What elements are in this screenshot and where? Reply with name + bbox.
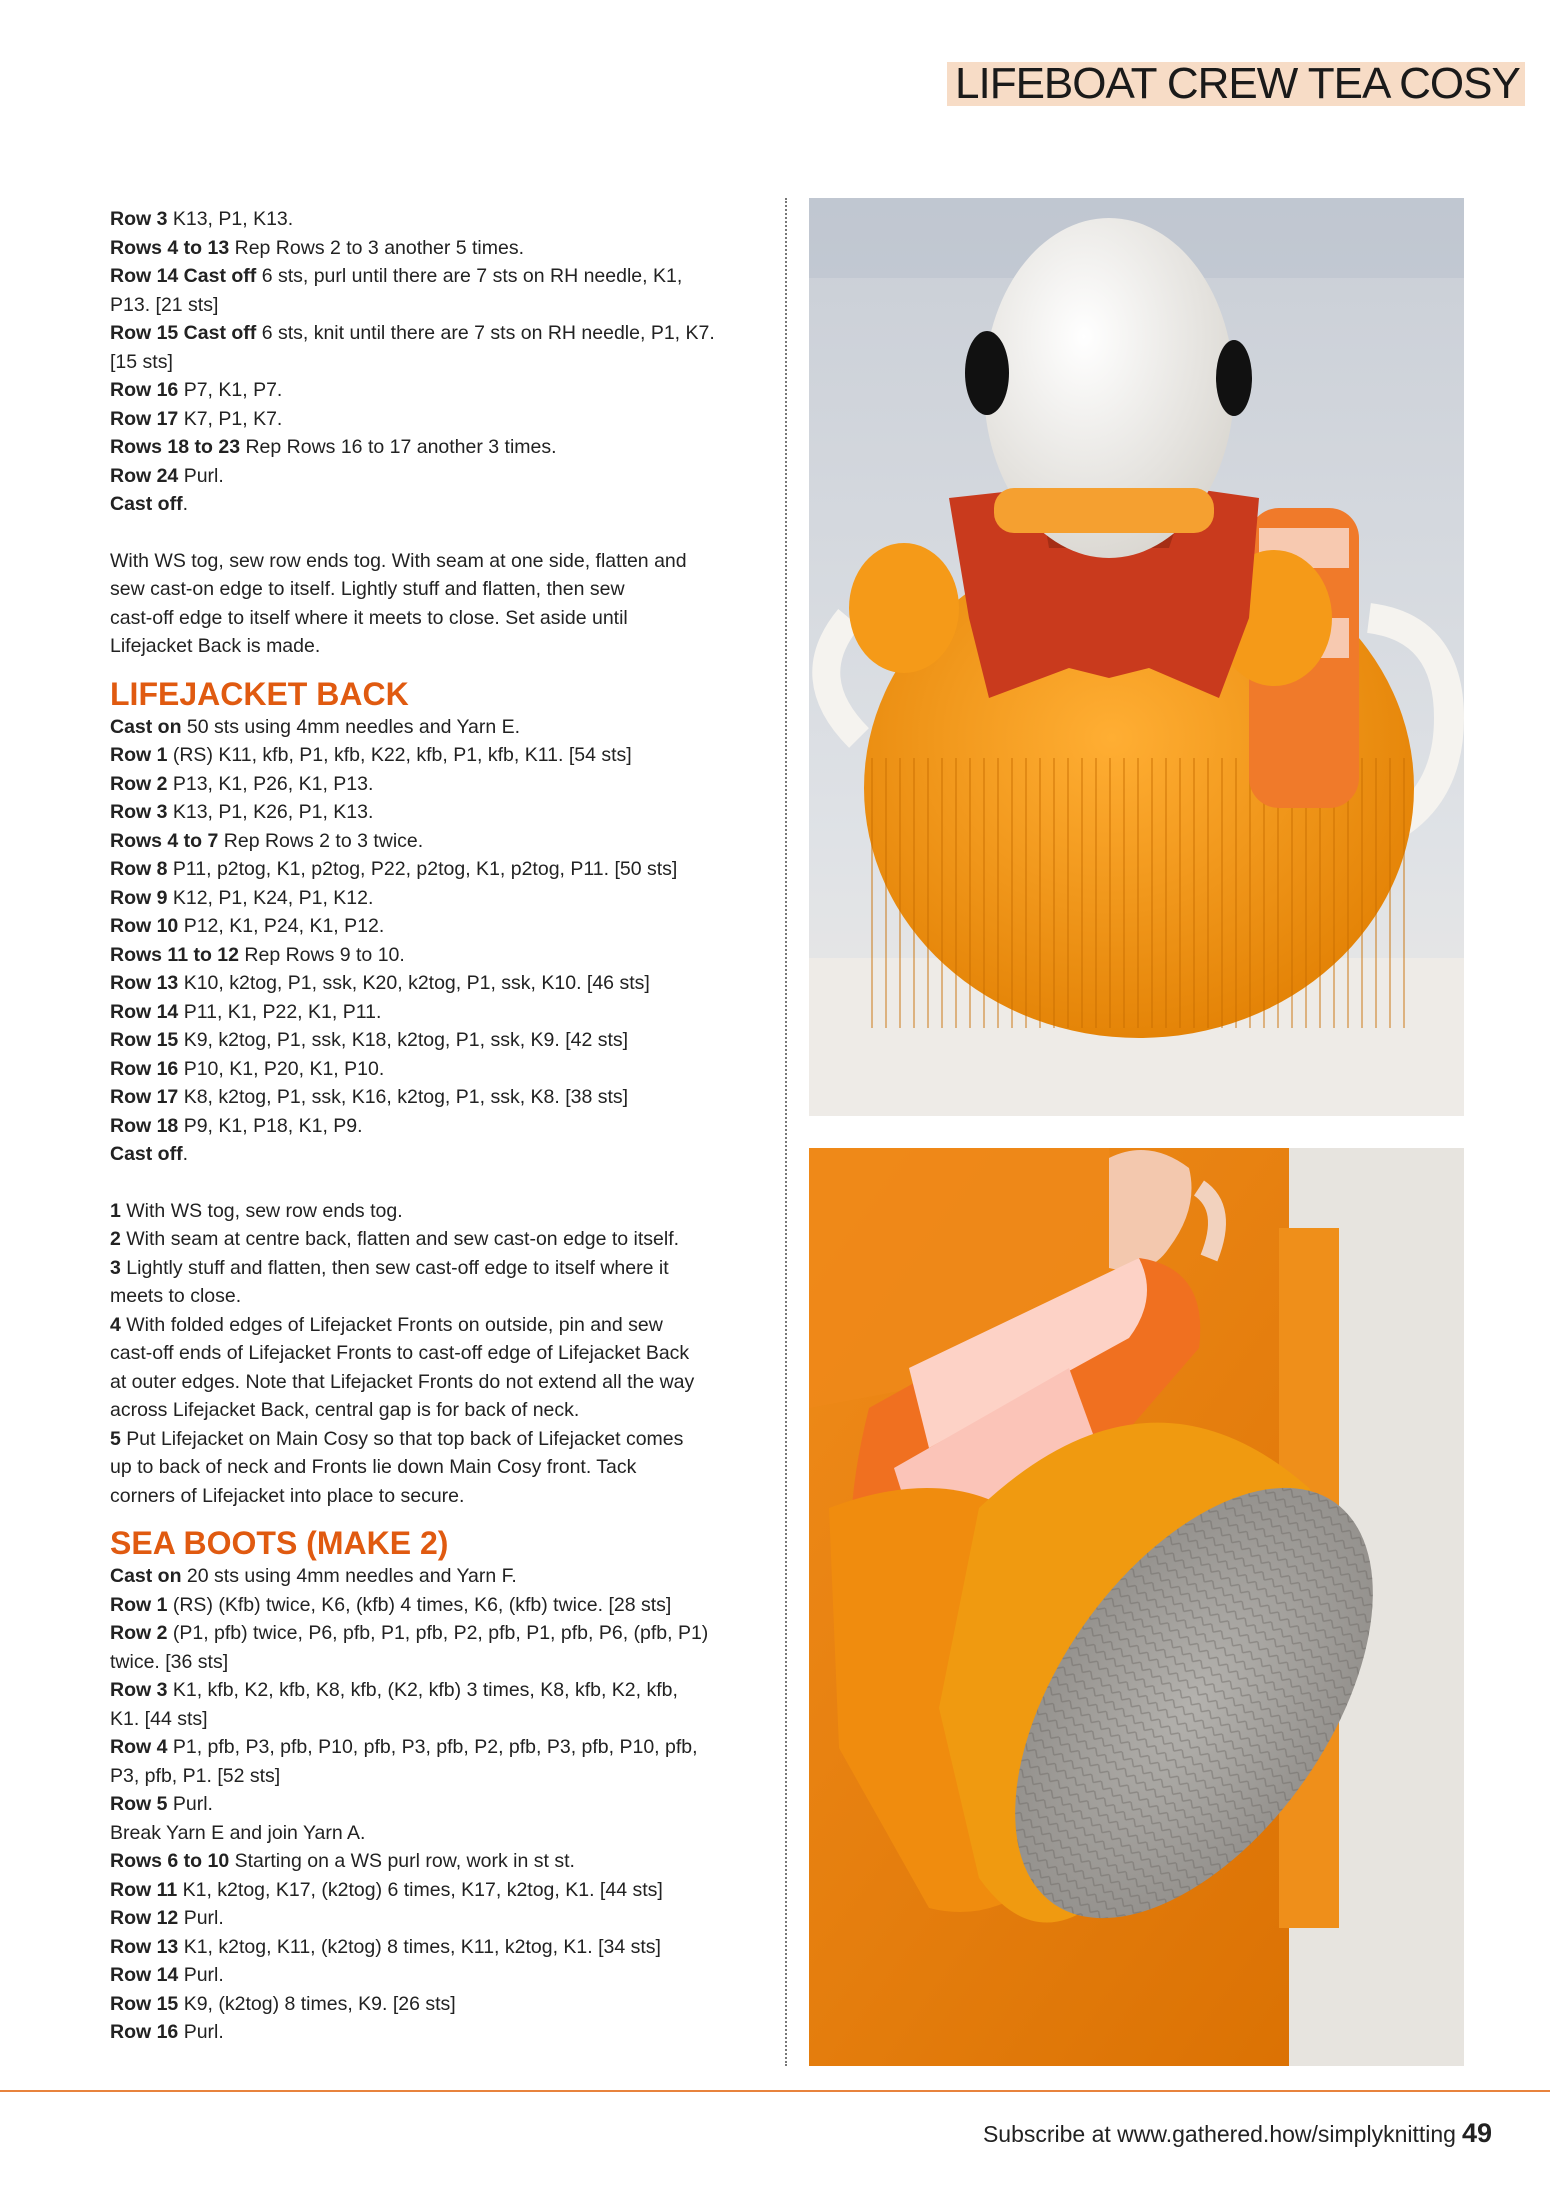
instruction-line	[110, 1562, 770, 1591]
instruction-label: Rows 18 to 23	[110, 436, 241, 458]
tea-cosy-back-photo	[809, 198, 1464, 1116]
instruction-label: Row 3	[110, 801, 168, 823]
instruction-text: P11, K1, P22, K1, P11.	[178, 1000, 382, 1023]
instruction-label: Row 2	[110, 772, 168, 795]
instruction-label: 2	[110, 1228, 121, 1250]
instruction-text: corners of Lifejacket into place to secure.	[110, 1484, 465, 1507]
instruction-text: With folded edges of Lifejacket Fronts on outside, pin and sew	[120, 1313, 663, 1336]
instruction-line	[110, 1790, 770, 1819]
instruction-line	[110, 1026, 770, 1055]
instruction-text: K1. [44 sts]	[110, 1707, 208, 1730]
instruction-line	[110, 1396, 770, 1425]
instruction-line	[110, 376, 770, 405]
instruction-text: P11, p2tog, K1, p2tog, P22, p2tog, K1, p2tog, P11. [50 sts]	[167, 858, 678, 880]
instruction-line	[110, 490, 770, 519]
instruction-text: across Lifejacket Back, central gap is for back of neck.	[110, 1399, 580, 1421]
instruction-text: .	[182, 493, 189, 515]
header-title-bar	[947, 59, 1525, 108]
instruction-line	[110, 1733, 770, 1762]
page-number: 49	[1461, 2118, 1492, 2148]
sea-boots-instructions	[110, 1562, 770, 2047]
instruction-text: (RS) K11, kfb, P1, kfb, K22, kfb, P1, kfb, K11. [54 sts]	[167, 744, 632, 766]
instruction-line	[110, 1112, 770, 1141]
instruction-line	[110, 1311, 770, 1340]
instruction-line	[110, 770, 770, 799]
instruction-label: Row 16	[110, 379, 179, 401]
instruction-label: Row 15	[110, 1029, 179, 1051]
sea-boots-heading: SEA BOOTS (MAKE 2)	[110, 1525, 449, 1561]
instruction-line	[110, 205, 770, 234]
instruction-text: 50 sts using 4mm needles and Yarn E.	[181, 715, 521, 738]
instruction-line	[110, 1055, 770, 1084]
instruction-text: Break Yarn E and join Yarn A.	[110, 1821, 366, 1844]
instruction-text: K7, P1, K7.	[178, 407, 283, 430]
instruction-label: Row 17	[110, 1086, 179, 1108]
instruction-label: Row 13	[110, 972, 179, 994]
instruction-text: Purl.	[167, 1793, 213, 1815]
instruction-line	[110, 1368, 770, 1397]
instruction-text: Rep Rows 16 to 17 another 3 times.	[240, 436, 557, 458]
instruction-label: Row 8	[110, 858, 168, 880]
instruction-line	[110, 1339, 770, 1368]
instruction-text: P13, K1, P26, K1, P13.	[167, 772, 374, 795]
paragraph-line: With WS tog, sew row ends tog. With seam at one side, flatten and	[110, 549, 687, 572]
instruction-text: up to back of neck and Fronts lie down Main Cosy front. Tack	[110, 1456, 637, 1478]
instruction-text: cast-off ends of Lifejacket Fronts to cast-off edge of Lifejacket Back	[110, 1342, 690, 1364]
instruction-label: Row 14	[110, 1964, 179, 1986]
instruction-text: meets to close.	[110, 1285, 242, 1307]
column-divider	[785, 198, 787, 2066]
instruction-text: Put Lifejacket on Main Cosy so that top back of Lifejacket comes	[120, 1427, 684, 1450]
instruction-label: Row 12	[110, 1907, 179, 1929]
instruction-line	[110, 941, 770, 970]
instruction-label: Row 3	[110, 208, 168, 230]
instruction-line	[110, 462, 770, 491]
instruction-text: K13, P1, K26, P1, K13.	[167, 801, 374, 823]
instruction-text: 6 sts, knit until there are 7 sts on RH needle, P1, K7.	[256, 322, 715, 344]
instruction-line	[110, 1591, 770, 1620]
instruction-text: P3, pfb, P1. [52 sts]	[110, 1764, 281, 1787]
paragraph-line: sew cast-on edge to itself. Lightly stuff and flatten, then sew	[110, 578, 625, 600]
instruction-line	[110, 998, 770, 1027]
instruction-line	[110, 433, 770, 462]
lifejacket-back-heading: LIFEJACKET BACK	[110, 675, 409, 712]
instruction-label: Row 3	[110, 1679, 168, 1701]
instruction-label: 3	[110, 1256, 121, 1279]
instruction-text: 6 sts, purl until there are 7 sts on RH needle, K1,	[256, 265, 683, 287]
instruction-line	[110, 1933, 770, 1962]
instruction-label: Row 9	[110, 886, 168, 909]
instruction-text: P10, K1, P20, K1, P10.	[178, 1057, 385, 1080]
instruction-label: Cast off	[110, 493, 183, 515]
instruction-text: P13. [21 sts]	[110, 293, 219, 316]
instruction-label: Row 18	[110, 1114, 179, 1137]
instruction-line	[110, 1904, 770, 1933]
instruction-label: Row 2	[110, 1622, 168, 1644]
instruction-label: Row 24	[110, 464, 179, 487]
instruction-text: Purl.	[178, 1907, 224, 1929]
instruction-label: 5	[110, 1427, 121, 1450]
instruction-label: Row 14 Cast off	[110, 265, 257, 287]
instruction-line	[110, 1876, 770, 1905]
instruction-line	[110, 741, 770, 770]
instruction-line	[110, 1705, 770, 1734]
instruction-line	[110, 1425, 770, 1454]
instruction-line	[110, 291, 770, 320]
instruction-label: Cast on	[110, 1565, 182, 1587]
instruction-line	[110, 1648, 770, 1677]
footer	[983, 2118, 1492, 2149]
instruction-label: Row 4	[110, 1736, 168, 1758]
instruction-line	[110, 348, 770, 377]
instruction-line	[110, 969, 770, 998]
instruction-text: K1, kfb, K2, kfb, K8, kfb, (K2, kfb) 3 times, K8, kfb, K2, kfb,	[167, 1679, 678, 1701]
instruction-label: Row 14	[110, 1000, 179, 1023]
instruction-line	[110, 827, 770, 856]
instruction-label: Rows 11 to 12	[110, 943, 239, 966]
instruction-text: Purl.	[178, 2021, 224, 2043]
instruction-text: With seam at centre back, flatten and sew cast-on edge to itself.	[120, 1228, 680, 1250]
instruction-text: Rep Rows 2 to 3 another 5 times.	[229, 236, 525, 259]
instruction-text: twice. [36 sts]	[110, 1650, 229, 1673]
instruction-line	[110, 1676, 770, 1705]
instruction-text: K9, (k2tog) 8 times, K9. [26 sts]	[178, 1992, 456, 2015]
instruction-label: Row 1	[110, 1593, 168, 1616]
instruction-text: P9, K1, P18, K1, P9.	[178, 1114, 363, 1137]
instruction-text: K9, k2tog, P1, ssk, K18, k2tog, P1, ssk, K9. [42 sts]	[178, 1029, 629, 1051]
instruction-text: K8, k2tog, P1, ssk, K16, k2tog, P1, ssk, K8. [38 sts]	[178, 1086, 629, 1108]
lifejacket-back-instructions	[110, 713, 770, 1169]
instruction-line	[110, 1819, 770, 1848]
instruction-line	[110, 1619, 770, 1648]
instruction-label: Row 5	[110, 1793, 168, 1815]
instruction-line	[110, 234, 770, 263]
lifejacket-back-steps	[110, 1197, 770, 1511]
instruction-label: 1	[110, 1199, 121, 1222]
instruction-text: K13, P1, K13.	[167, 208, 294, 230]
instruction-line	[110, 855, 770, 884]
instruction-line	[110, 405, 770, 434]
instruction-line	[110, 1990, 770, 2019]
instruction-text: P7, K1, P7.	[178, 379, 283, 401]
instruction-label: Cast off	[110, 1143, 183, 1165]
page-title: LIFEBOAT CREW TEA COSY	[955, 59, 1520, 108]
intro-instructions	[110, 205, 770, 519]
instruction-text: (P1, pfb) twice, P6, pfb, P1, pfb, P2, pfb, P1, pfb, P6, (pfb, P1)	[167, 1622, 709, 1644]
instruction-label: Row 17	[110, 407, 179, 430]
instruction-line	[110, 1140, 770, 1169]
instruction-line	[110, 1225, 770, 1254]
intro-paragraph	[110, 547, 770, 661]
instruction-text: K12, P1, K24, P1, K12.	[167, 886, 374, 909]
instruction-label: Row 16	[110, 2021, 179, 2043]
instruction-line	[110, 1482, 770, 1511]
instruction-text: Rep Rows 9 to 10.	[238, 943, 405, 966]
paragraph-line: cast-off edge to itself where it meets to close. Set aside until	[110, 606, 628, 629]
instruction-text: With WS tog, sew row ends tog.	[120, 1199, 403, 1222]
instruction-label: Cast on	[110, 715, 182, 738]
instruction-label: Row 16	[110, 1057, 179, 1080]
instruction-line	[110, 912, 770, 941]
instruction-label: Row 1	[110, 744, 168, 766]
instruction-line	[110, 713, 770, 742]
footer-rule	[0, 2090, 1550, 2092]
pattern-text-column	[110, 205, 770, 2047]
instruction-text: Rep Rows 2 to 3 twice.	[218, 829, 424, 852]
instruction-line	[110, 884, 770, 913]
instruction-text: (RS) (Kfb) twice, K6, (kfb) 4 times, K6, (kfb) twice. [28 sts]	[167, 1593, 672, 1616]
instruction-line	[110, 1847, 770, 1876]
instruction-label: Row 11	[110, 1878, 178, 1901]
instruction-text: [15 sts]	[110, 350, 173, 373]
instruction-line	[110, 1453, 770, 1482]
instruction-line	[110, 1762, 770, 1791]
instruction-label: Row 10	[110, 915, 179, 937]
instruction-text: K10, k2tog, P1, ssk, K20, k2tog, P1, ssk, K10. [46 sts]	[178, 972, 650, 994]
instruction-label: Rows 6 to 10	[110, 1850, 230, 1872]
instruction-text: P12, K1, P24, K1, P12.	[178, 915, 385, 937]
instruction-text: K1, k2tog, K11, (k2tog) 8 times, K11, k2tog, K1. [34 sts]	[178, 1935, 661, 1958]
instruction-text: Lightly stuff and flatten, then sew cast-off edge to itself where it	[120, 1256, 669, 1279]
instruction-line	[110, 1961, 770, 1990]
instruction-line	[110, 2018, 770, 2047]
instruction-label: 4	[110, 1313, 121, 1336]
instruction-text: .	[182, 1143, 189, 1165]
instruction-text: K1, k2tog, K17, (k2tog) 6 times, K17, k2tog, K1. [44 sts]	[177, 1878, 663, 1901]
subscribe-link[interactable]: Subscribe at www.gathered.how/simplyknitting	[982, 2121, 1456, 2147]
sea-boot-closeup-photo	[809, 1148, 1464, 2066]
instruction-text: Purl.	[178, 464, 224, 487]
instruction-label: Row 15 Cast off	[110, 322, 257, 344]
instruction-text: Purl.	[178, 1964, 224, 1986]
instruction-text: at outer edges. Note that Lifejacket Fronts do not extend all the way	[110, 1370, 695, 1393]
instruction-text: Starting on a WS purl row, work in st st.	[229, 1850, 575, 1872]
instruction-line	[110, 1083, 770, 1112]
instruction-label: Row 13	[110, 1935, 179, 1958]
instruction-line	[110, 319, 770, 348]
instruction-line	[110, 262, 770, 291]
instruction-line	[110, 1197, 770, 1226]
instruction-label: Rows 4 to 7	[110, 829, 219, 852]
instruction-line	[110, 798, 770, 827]
paragraph-line: Lifejacket Back is made.	[110, 635, 321, 657]
instruction-line	[110, 1282, 770, 1311]
instruction-text: 20 sts using 4mm needles and Yarn F.	[181, 1565, 517, 1587]
instruction-line	[110, 1254, 770, 1283]
instruction-label: Row 15	[110, 1992, 179, 2015]
instruction-text: P1, pfb, P3, pfb, P10, pfb, P3, pfb, P2, pfb, P3, pfb, P10, pfb,	[167, 1736, 698, 1758]
instruction-label: Rows 4 to 13	[110, 236, 230, 259]
